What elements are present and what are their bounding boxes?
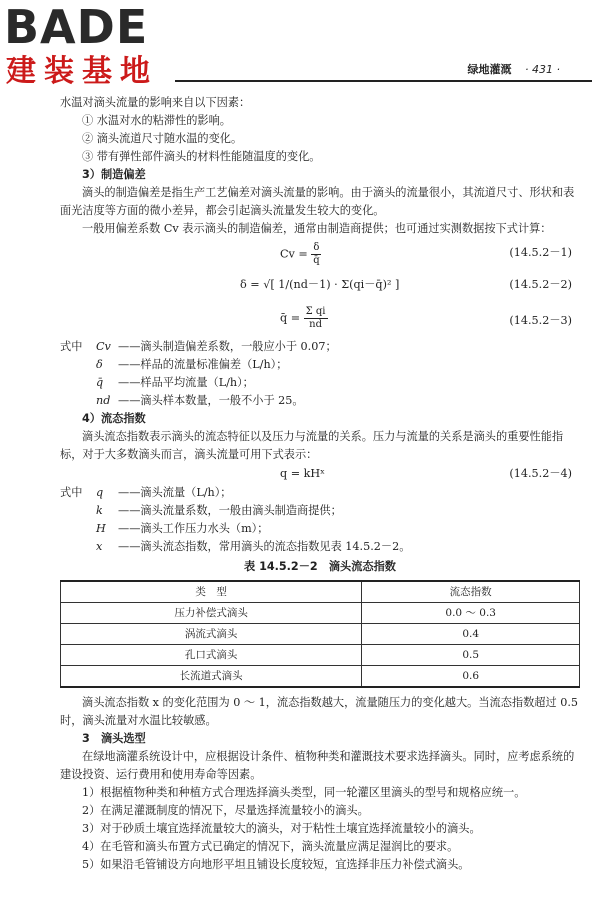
subheading-flow-regime-index: 4）流态指数 [82, 412, 146, 425]
column-header: 流态指数 [362, 581, 580, 603]
definition-row: δ ——样品的流量标准偏差（L/h）； [96, 358, 288, 371]
equation-2 [60, 268, 580, 302]
list-item: ② 滴头流道尺寸随水温的变化。 [82, 132, 243, 145]
definition-row: H ——滴头工作压力水头（m）； [96, 522, 269, 535]
table-header-row [61, 581, 580, 603]
table-row: 长流道式滴头 0.6 [61, 666, 580, 688]
eq3-denominator: nd [309, 319, 322, 330]
list-item: 4）在毛管和滴头布置方式已确定的情况下，滴头流量应满足湿润比的要求。 [82, 840, 459, 853]
flow-index-table [60, 580, 580, 688]
list-item: 2）在满足灌溉制度的情况下，尽量选择流量较小的滴头。 [82, 804, 369, 817]
header-rule [175, 80, 592, 82]
eq2-number: (14.5.2－2) [509, 278, 572, 291]
list-item: 3）对于砂质土壤宜选择流量较大的滴头，对于粘性土壤宜选择流量较小的滴头。 [82, 822, 481, 835]
section-title: 绿地灌溉 [467, 63, 512, 76]
equation-4 [60, 464, 580, 484]
list-item: ① 水温对水的粘滞性的影响。 [82, 114, 231, 127]
eq1-number: (14.5.2－1) [509, 246, 572, 259]
table-title: 表 14.5.2－2 滴头流态指数 [243, 560, 396, 573]
eq1-denominator: q̄ [313, 255, 320, 266]
paragraph: 水温对滴头流量的影响来自以下因素： [60, 96, 251, 109]
paragraph: 在绿地滴灌系统设计中，应根据设计条件、植物种类和灌溉技术要求选择滴头。同时，应考虑系统的建设投资、运行费用和使用寿命等因素。 [60, 750, 575, 781]
eq3-number: (14.5.2－3) [509, 314, 572, 327]
page-number: · 431 · [525, 63, 560, 76]
symbol-definitions-1 [60, 338, 580, 410]
table-row: 孔口式滴头 0.5 [61, 645, 580, 666]
paragraph: 一般用偏差系数 Cv 表示滴头的制造偏差，通常由制造商提供；也可通过实测数据按下式计算： [82, 222, 552, 235]
equation-1 [60, 238, 580, 268]
eq4-number: (14.5.2－4) [509, 467, 572, 480]
definition-row: k ——滴头流量系数，一般由滴头制造商提供； [96, 504, 342, 517]
paragraph: 滴头流态指数 x 的变化范围为 0 ～ 1，流态指数越大，流量随压力的变化越大。当流态指数超过 0.5 时，滴头流量对水温比较敏感。 [60, 696, 578, 727]
symbol-definitions-2 [60, 484, 580, 556]
eq2-formula: δ = √[ 1/(nd－1) · Σ(qi－q̄)² ] [240, 278, 400, 291]
page-body [60, 94, 580, 874]
running-header [468, 61, 560, 77]
eq4-formula: q = kHˣ [280, 467, 325, 480]
logo-subtitle: 建装基地 [6, 54, 158, 89]
eq3-numerator: Σ qi [305, 306, 326, 317]
list-item: 1）根据植物种类和种植方式合理选择滴头类型，同一轮灌区里滴头的型号和规格应统一。 [82, 786, 526, 799]
eq1-numerator: δ [313, 242, 320, 253]
list-item: 5）如果沿毛管铺设方向地形平坦且铺设长度较短，宜选择非压力补偿式滴头。 [82, 858, 470, 871]
paragraph: 滴头流态指数表示滴头的流态特征以及压力与流量的关系。压力与流量的关系是滴头的重要性能指标，对于大多数滴头而言，滴头流量可用下式表示： [60, 430, 564, 461]
eq3-lhs: q̄ = [280, 311, 301, 325]
list-item: ③ 带有弹性部件滴头的材料性能随温度的变化。 [82, 150, 321, 163]
bade-logo [4, 2, 174, 92]
definition-row: 式中 q ——滴头流量（L/h）； [60, 486, 232, 499]
definition-row: nd ——滴头样本数量，一般不小于 25。 [96, 394, 304, 407]
subheading-emitter-selection: 3 滴头选型 [82, 732, 146, 745]
equation-3 [60, 302, 580, 338]
eq1-lhs: Cv = [280, 247, 308, 261]
definition-row: x ——滴头流态指数，常用滴头的流态指数见表 14.5.2－2。 [96, 540, 411, 553]
logo-wordmark: BADE [4, 0, 149, 54]
table-row: 涡流式滴头 0.4 [61, 624, 580, 645]
paragraph: 滴头的制造偏差是指生产工艺偏差对滴头流量的影响。由于滴头的流量很小，其流道尺寸、形状和表面光洁度等方面的微小差异，都会引起滴头流量发生较大的变化。 [60, 186, 575, 217]
column-header: 类 型 [61, 581, 362, 603]
definition-row: q̄ ——样品平均流量（L/h）； [96, 376, 254, 389]
table-row: 压力补偿式滴头 0.0 ～ 0.3 [61, 603, 580, 624]
subheading-manufacturing-deviation: 3）制造偏差 [82, 168, 146, 181]
definition-row: 式中 Cv ——滴头制造偏差系数，一般应小于 0.07； [60, 340, 337, 353]
